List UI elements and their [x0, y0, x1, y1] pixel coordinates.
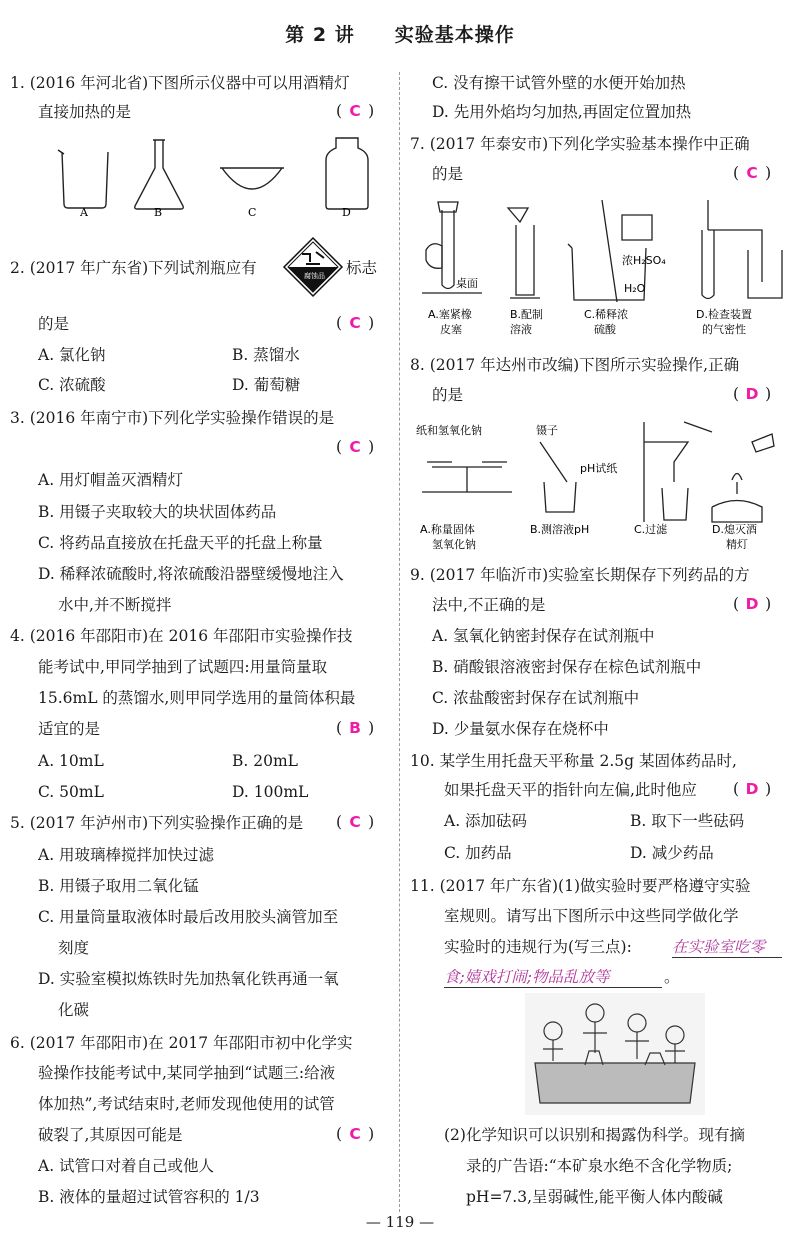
svg-text:的气密性: 的气密性: [702, 323, 746, 336]
q11-handwritten-answer-1: 在实验室吃零: [672, 937, 782, 958]
q2-option: C. 浓硫酸: [38, 376, 106, 394]
q5-option: B. 用镊子取用二氧化锰: [38, 877, 199, 895]
balance-icon: [422, 462, 512, 492]
svg-text:C.稀释浓: C.稀释浓: [584, 308, 629, 321]
corrosive-hazard-sign: [282, 236, 344, 298]
q11-handwritten-answer-2: 食;嬉戏打闹;物品乱放等: [444, 967, 662, 988]
q11-part2-line: pH=7.3,呈弱碱性,能平衡人体内酸碱: [466, 1188, 723, 1206]
q11-part2-line: 录的广告语:“本矿泉水绝不含化学物质;: [466, 1157, 733, 1175]
svg-text:D.检查装置: D.检查装置: [696, 308, 752, 321]
q6-option: D. 先用外焰均匀加热,再固定位置加热: [432, 103, 692, 121]
q10-option: B. 取下一些砝码: [630, 812, 745, 830]
q1-stem-line1: 1. (2016 年河北省)下图所示仪器中可以用酒精灯: [10, 74, 350, 92]
svg-text:D.熄灭酒: D.熄灭酒: [712, 523, 757, 536]
q7-stem-line2: 的是: [432, 165, 464, 183]
q5-option: D. 实验室模拟炼铁时先加热氧化铁再通一氧: [38, 970, 339, 988]
svg-text:浓H₂SO₄: 浓H₂SO₄: [622, 254, 666, 267]
q8-answer: ( D ): [733, 385, 772, 403]
svg-text:纸和氢氧化钠: 纸和氢氧化钠: [416, 424, 482, 437]
hand-icon: [426, 244, 442, 269]
svg-text:H₂O: H₂O: [624, 282, 646, 295]
svg-text:A.塞紧橡: A.塞紧橡: [428, 308, 472, 321]
q5-option-cont: 刻度: [58, 939, 90, 957]
q2-option: D. 葡萄糖: [232, 376, 301, 394]
q9-option: B. 硝酸银溶液密封保存在棕色试剂瓶中: [432, 658, 702, 676]
q10-answer: ( D ): [733, 780, 772, 798]
q8-stem-line2: 的是: [432, 386, 464, 404]
q10-option: D. 减少药品: [630, 844, 714, 862]
q1-apparatus-figure: [40, 130, 380, 220]
q4-answer: ( B ): [336, 719, 375, 737]
q3-stem: 3. (2016 年南宁市)下列化学实验操作错误的是: [10, 409, 335, 427]
q6-answer: ( C ): [336, 1125, 375, 1143]
alcohol-lamp-icon: [712, 474, 762, 523]
page-title: 第 2 讲 实验基本操作: [285, 24, 515, 46]
svg-text:B.测溶液pH: B.测溶液pH: [530, 523, 590, 536]
q4-option: B. 20mL: [232, 752, 298, 770]
q2-stem-line2: 的是: [38, 315, 70, 333]
q3-option: C. 将药品直接放在托盘天平的托盘上称量: [38, 534, 323, 552]
q8-operations-figure: [412, 412, 792, 562]
beaker-icon: [58, 150, 108, 208]
q4-stem-line: 4. (2016 年邵阳市)在 2016 年邵阳市实验操作技: [10, 627, 353, 645]
conical-flask-icon: [135, 140, 184, 209]
q9-answer: ( D ): [733, 595, 772, 613]
q11-stem-line: 实验时的违规行为(写三点):: [444, 938, 632, 956]
q4-option: C. 50mL: [38, 783, 104, 801]
svg-text:镊子: 镊子: [536, 424, 558, 437]
q8-stem-line1: 8. (2017 年达州市改编)下图所示实验操作,正确: [410, 356, 740, 374]
graduated-cylinder-icon: [508, 208, 540, 298]
q5-stem: 5. (2017 年泸州市)下列实验操作正确的是: [10, 814, 304, 832]
q4-option: A. 10mL: [38, 752, 104, 770]
svg-text:精灯: 精灯: [726, 538, 748, 551]
q6-option: A. 试管口对着自己或他人: [38, 1157, 215, 1175]
q6-stem-line: 验操作技能考试中,某同学抽到“试题三:给液: [38, 1064, 336, 1082]
q10-option: C. 加药品: [444, 844, 512, 862]
svg-text:桌面: 桌面: [456, 277, 478, 290]
svg-text:C.过滤: C.过滤: [634, 523, 668, 536]
q2-option: A. 氯化钠: [38, 346, 106, 364]
q9-option: D. 少量氨水保存在烧杯中: [432, 720, 609, 738]
svg-text:pH试纸: pH试纸: [580, 462, 618, 475]
q1-stem-line2: 直接加热的是: [38, 103, 132, 121]
q11-stem-line: 室规则。请写出下图所示中这些同学做化学: [444, 907, 739, 925]
airtightness-setup-icon: [702, 200, 782, 299]
q10-stem-line2: 如果托盘天平的指针向左偏,此时他应: [444, 781, 697, 799]
q5-option-cont: 化碳: [58, 1001, 90, 1019]
reagent-bottle-icon: [326, 138, 368, 209]
ph-test-icon: [540, 442, 576, 512]
pouring-bottle-icon: [622, 215, 652, 240]
q6-option: B. 液体的量超过试管容积的 1/3: [38, 1188, 260, 1206]
q11-part2-line: (2)化学知识可以识别和揭露伪科学。现有摘: [444, 1126, 745, 1144]
q6-stem-line: 6. (2017 年邵阳市)在 2017 年邵阳市初中化学实: [10, 1034, 353, 1052]
q2-stem-b: 标志: [346, 259, 378, 277]
q1-label-b: B: [154, 206, 163, 219]
svg-text:氢氧化钠: 氢氧化钠: [432, 538, 476, 551]
q10-option: A. 添加砝码: [444, 812, 528, 830]
q5-option: C. 用量筒量取液体时最后改用胶头滴管加至: [38, 908, 339, 926]
q6-stem-line: 破裂了,其原因可能是: [38, 1126, 183, 1144]
q2-answer: ( C ): [336, 314, 375, 332]
svg-text:A.称量固体: A.称量固体: [420, 523, 475, 536]
q9-stem-line1: 9. (2017 年临沂市)实验室长期保存下列药品的方: [410, 566, 750, 584]
q3-option: B. 用镊子夹取较大的块状固体药品: [38, 503, 277, 521]
q4-option: D. 100mL: [232, 783, 309, 801]
column-divider: [399, 72, 400, 1212]
page-number: — 119 —: [365, 1213, 435, 1231]
svg-text:硫酸: 硫酸: [594, 323, 616, 336]
svg-text:溶液: 溶液: [510, 323, 532, 336]
svg-text:腐蚀品: 腐蚀品: [304, 272, 325, 280]
q9-stem-line2: 法中,不正确的是: [432, 596, 546, 614]
svg-text:B.配制: B.配制: [510, 308, 544, 321]
lamp-cap-icon: [752, 434, 774, 452]
q3-option: D. 稀释浓硫酸时,将浓硫酸沿器壁缓慢地注入: [38, 565, 344, 583]
q2-stem-a: 2. (2017 年广东省)下列试剂瓶应有: [10, 259, 257, 277]
q7-stem-line1: 7. (2017 年泰安市)下列化学实验基本操作中正确: [410, 135, 750, 153]
q5-option: A. 用玻璃棒搅拌加快过滤: [38, 846, 215, 864]
q7-answer: ( C ): [733, 164, 772, 182]
q6-stem-line: 体加热”,考试结束时,老师发现他使用的试管: [38, 1095, 335, 1113]
q3-option-cont: 水中,并不断搅拌: [58, 596, 172, 614]
q4-stem-line: 15.6mL 的蒸馏水,则甲同学选用的量筒体积最: [38, 689, 356, 707]
q5-answer: ( C ): [336, 813, 375, 831]
q1-answer: ( C ): [336, 102, 375, 120]
q11-end-mark: 。: [664, 968, 680, 986]
q11-stem-line: 11. (2017 年广东省)(1)做实验时要严格遵守实验: [410, 877, 751, 895]
q11-classroom-illustration: [525, 993, 705, 1115]
q3-answer: ( C ): [336, 438, 375, 456]
q9-option: C. 浓盐酸密封保存在试剂瓶中: [432, 689, 640, 707]
q1-label-a: A: [80, 206, 88, 219]
filtration-icon: [644, 422, 712, 522]
q1-label-d: D: [342, 206, 351, 219]
q4-stem-line: 能考试中,甲同学抽到了试题四:用量筒量取: [38, 658, 328, 676]
q9-option: A. 氢氧化钠密封保存在试剂瓶中: [432, 627, 655, 645]
q10-stem-line1: 10. 某学生用托盘天平称量 2.5g 某固体药品时,: [410, 752, 737, 770]
q7-operations-figure: [412, 190, 792, 350]
q3-option: A. 用灯帽盖灭酒精灯: [38, 471, 184, 489]
svg-text:皮塞: 皮塞: [440, 323, 462, 336]
q6-option: C. 没有擦干试管外壁的水便开始加热: [432, 74, 686, 92]
q1-label-c: C: [248, 206, 257, 219]
evaporating-dish-icon: [220, 168, 284, 189]
q2-option: B. 蒸馏水: [232, 346, 300, 364]
q4-stem-line: 适宜的是: [38, 720, 101, 738]
